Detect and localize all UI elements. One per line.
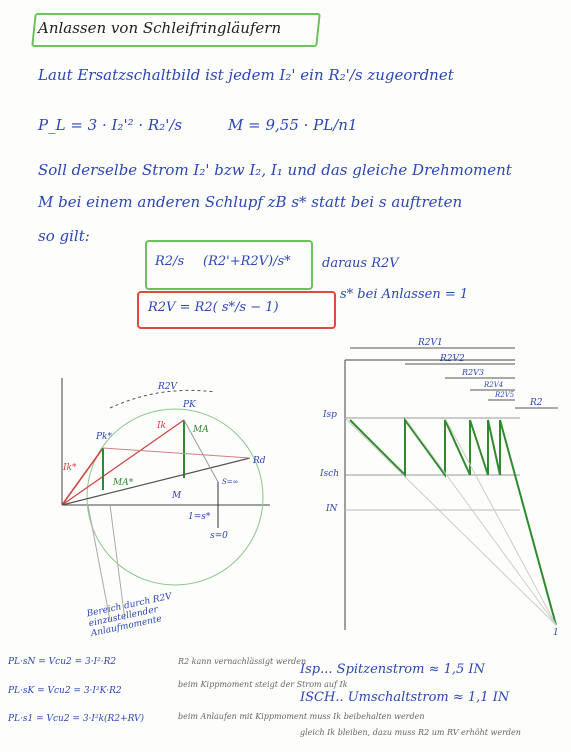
label-rv2: R2V2: [440, 354, 465, 364]
bottom-formula-1: PL·sN = Vcu2 = 3·I²·R2: [8, 657, 117, 667]
label-s-one: 1=s*: [188, 512, 211, 522]
label-s-zero: s=0: [210, 531, 228, 541]
label-m: M: [172, 491, 182, 501]
label-r2: R2: [530, 398, 543, 408]
label-one: 1: [553, 628, 559, 638]
eq1-suffix: daraus R2V: [322, 256, 399, 271]
r2v-arc: [110, 390, 215, 408]
formula-pl: P_L = 3 · I₂'² · R₂'/s: [38, 116, 183, 134]
label-ik-star: Ik*: [63, 463, 77, 473]
label-isp: Isp: [323, 410, 337, 420]
eq2: R2V = R2( s*/s − 1): [148, 300, 279, 315]
label-rv5: R2V5: [495, 391, 515, 399]
label-ik: Ik: [157, 421, 167, 431]
bottom-note-3: beim Anlaufen mit Kippmoment muss Ik beibehalten werden: [178, 712, 425, 721]
bottom-note-2: beim Kippmoment steigt der Strom auf Ik: [178, 680, 348, 689]
label-s-inf: S=∞: [222, 478, 239, 486]
label-ma: MA: [193, 425, 209, 435]
eq1-right: (R2'+R2V)/s*: [203, 254, 291, 269]
formula-m: M = 9,55 · PL/n1: [228, 116, 358, 134]
eq2-note: s* bei Anlassen = 1: [340, 287, 469, 302]
pk-star-chord: [103, 448, 250, 458]
text-line-3: M bei einem anderen Schlupf zB s* statt bei s auftreten: [38, 193, 463, 211]
bottom-formula-3: PL·s1 = Vcu2 = 3·I²k(R2+RV): [8, 714, 145, 724]
text-line-1: Laut Ersatzschaltbild ist jedem I₂' ein R₂'/s zugeordnet: [38, 66, 454, 84]
isp-definition: Isp... Spitzenstrom ≈ 1,5 IN: [300, 662, 485, 677]
range-note: Bereich durch R2V einzustellender Anlaufmomente: [85, 591, 173, 640]
label-ma-star: MA*: [113, 478, 134, 488]
text-line-2: Soll derselbe Strom I₂' bzw I₂, I₁ und das gleiche Drehmoment: [38, 161, 512, 179]
label-rv4: R2V4: [484, 381, 504, 389]
speed-diagram: [345, 348, 558, 630]
bottom-last-note: gleich Ik bleiben, dazu muss R2 um RV erhöht werden: [300, 728, 521, 737]
range-line-left: [88, 505, 110, 620]
label-in: IN: [326, 504, 338, 514]
circle-diagram: [62, 378, 270, 620]
label-rd: Rd: [253, 456, 266, 466]
eq1-left: R2/s: [155, 254, 185, 269]
isch-definition: ISCH.. Umschaltstrom ≈ 1,1 IN: [300, 690, 510, 705]
page-title: Anlassen von Schleifringläufern: [38, 19, 282, 37]
ik-vector: [62, 420, 184, 505]
bottom-note-1: R2 kann vernachlässigt werden: [178, 657, 307, 666]
label-isch: Isch: [320, 469, 340, 479]
text-line-4: so gilt:: [38, 227, 90, 245]
label-r2v: R2V: [158, 382, 178, 392]
label-rv3: R2V3: [462, 368, 484, 377]
label-pk-star: Pk*: [96, 432, 113, 442]
helper-line-1: [345, 418, 556, 625]
label-rv1: R2V1: [418, 338, 443, 348]
label-pk: PK: [183, 400, 196, 410]
bottom-formula-2: PL·sK = Vcu2 = 3·I²K·R2: [8, 686, 122, 696]
